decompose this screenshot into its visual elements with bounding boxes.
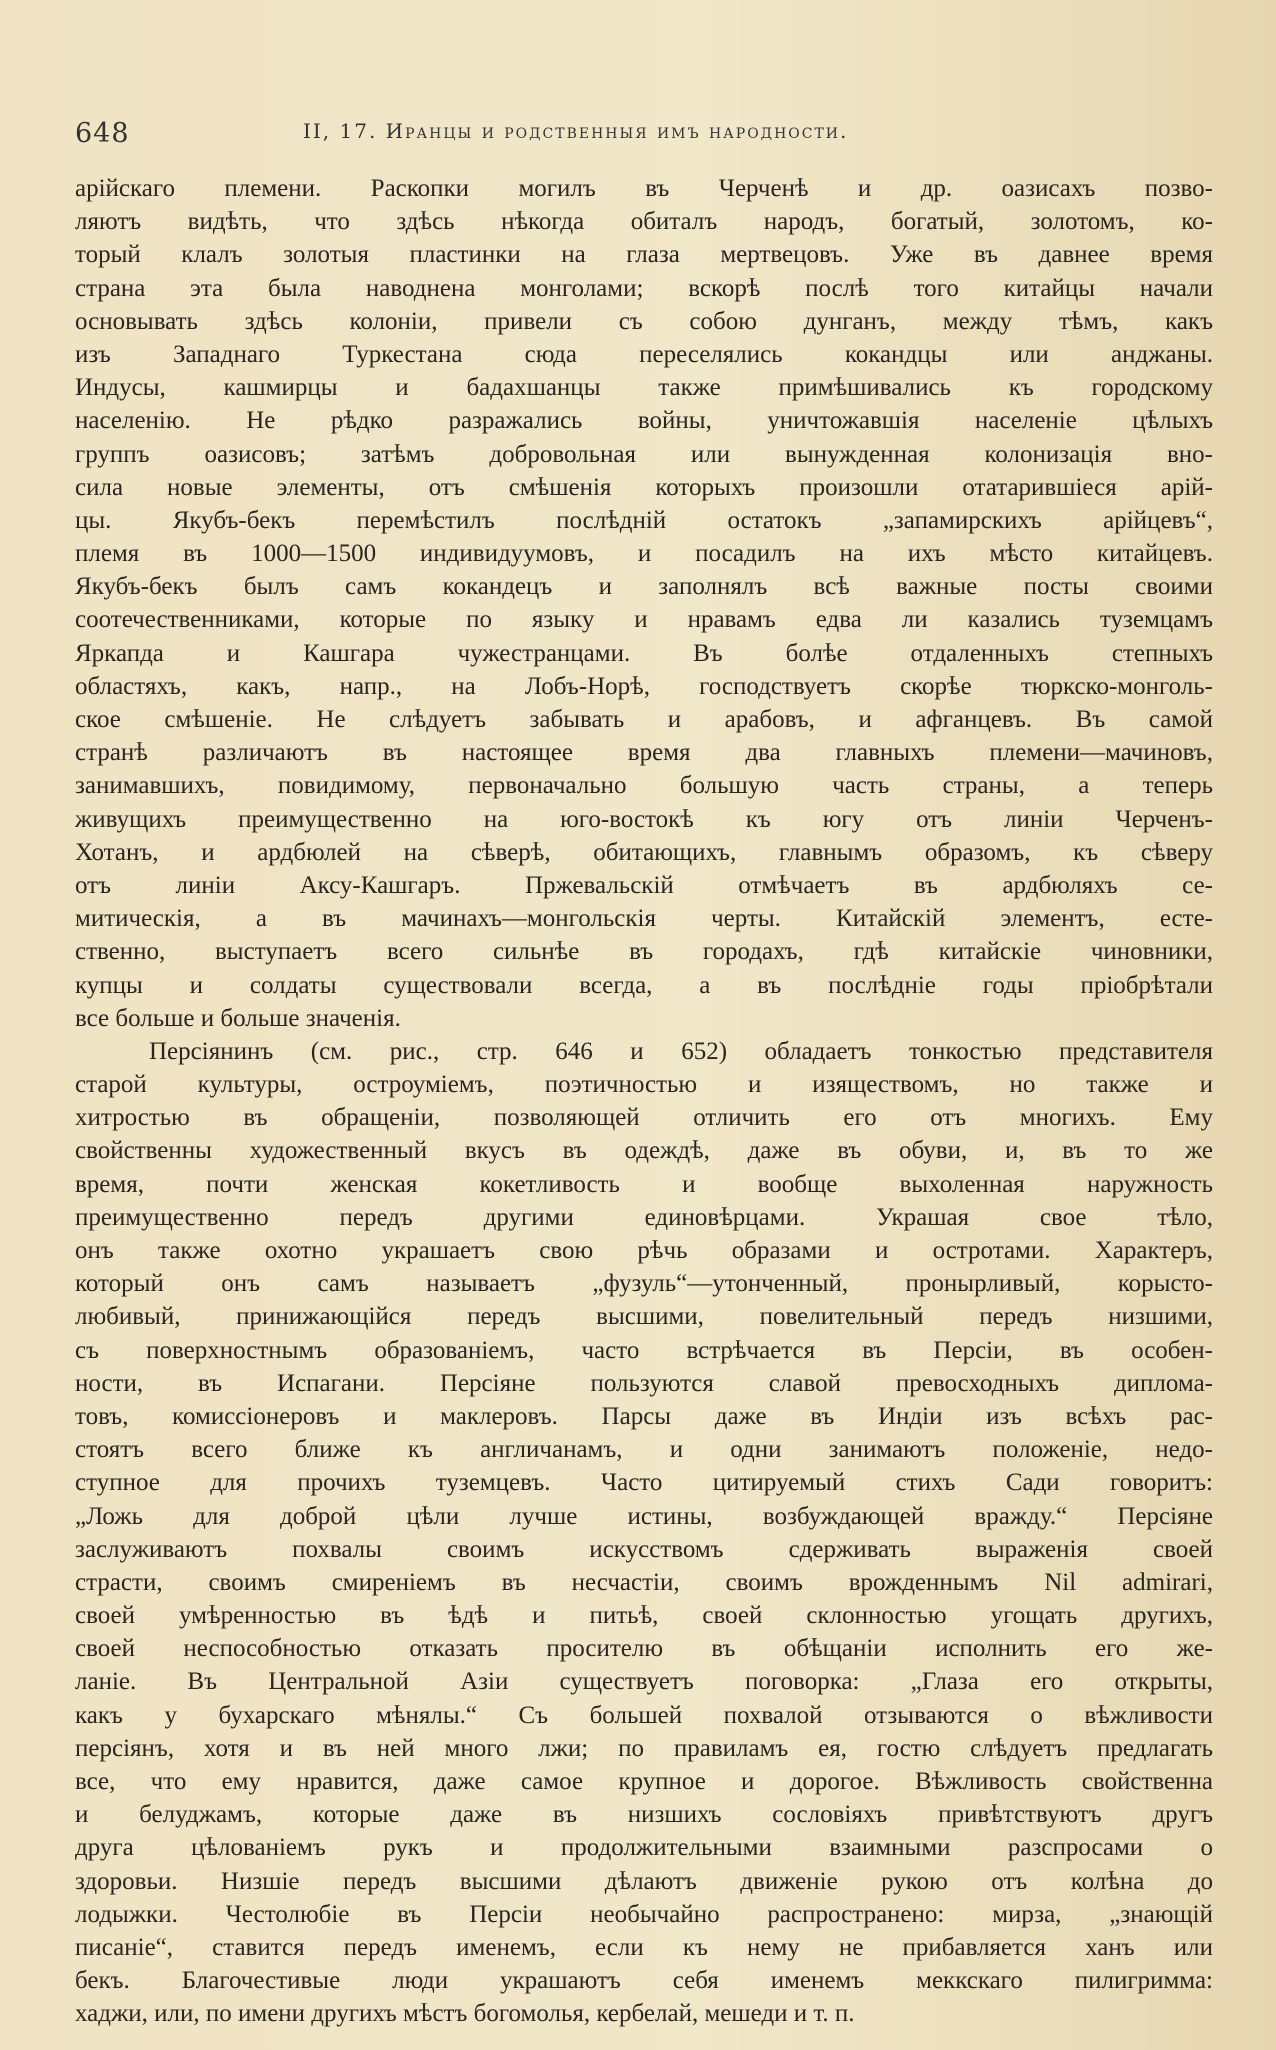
text-line: племя въ 1000—1500 индивидуумовъ, и посадилъ на ихъ мѣсто китайцевъ. [75,540,1213,568]
text-line: митическія, а въ мачинахъ—монгольскія черты. Китайскій элементъ, есте- [75,905,1213,933]
text-line: страна эта была наводнена монголами; вскорѣ послѣ того китайцы начали [75,274,1213,302]
text-line: заслуживаютъ похвалы своимъ искусствомъ сдерживать выраженія своей [75,1535,1213,1563]
text-line: странѣ различаютъ въ настоящее время два главныхъ племени—мачиновъ, [75,739,1213,767]
text-line: „Ложь для доброй цѣли лучше истины, возбуждающей вражду.“ Персіяне [75,1502,1213,1530]
text-line: старой культуры, остроуміемъ, поэтичностью и изяществомъ, но также и [75,1071,1213,1099]
text-line: Индусы, кашмирцы и бадахшанцы также примѣшивались къ городскому [75,374,1213,402]
text-line: ности, въ Испагани. Персіяне пользуются славой превосходныхъ диплома- [75,1369,1213,1397]
paragraph-end-line: все больше и больше значенія. [75,1004,401,1032]
paragraph-start-line: Персіянинъ (см. рис., стр. 646 и 652) обладаетъ тонкостью представителя [149,1037,1213,1065]
text-line: и белуджамъ, которые даже въ низшихъ сословіяхъ привѣтствуютъ другъ [75,1801,1213,1829]
text-line: изъ Западнаго Туркестана сюда переселялись кокандцы или анджаны. [75,340,1213,368]
text-line: бекъ. Благочестивые люди украшаютъ себя именемъ меккскаго пилигримма: [75,1967,1213,1995]
text-line: цы. Якубъ-бекъ перемѣстилъ послѣдній остатокъ „запамирскихъ арійцевъ“, [75,506,1213,534]
text-line: своей умѣренностью въ ѣдѣ и питьѣ, своей склонностью угощать другихъ, [75,1602,1213,1630]
text-line: ское смѣшеніе. Не слѣдуетъ забывать и арабовъ, и афганцевъ. Въ самой [75,706,1213,733]
text-line: торый клалъ золотыя пластинки на глаза мертвецовъ. Уже въ давнее время [75,241,1213,269]
text-line: живущихъ преимущественно на юго-востокѣ къ югу отъ линіи Черченъ- [75,805,1213,833]
text-line: лодыжки. Честолюбіе въ Персіи необычайно распространено: мирза, „знающій [75,1900,1213,1928]
text-line: Хотанъ, и ардбюлей на сѣверѣ, обитающихъ, главнымъ образомъ, къ сѣверу [75,838,1213,866]
text-line: хитростью въ обращеніи, позволяющей отличить его отъ многихъ. Ему [75,1104,1213,1132]
text-line: страсти, своимъ смиреніемъ въ несчастіи, своимъ врожденнымъ Nil admirari, [75,1568,1213,1596]
text-line: Якубъ-бекъ былъ самъ кокандецъ и заполнялъ всѣ важные посты своими [75,573,1213,601]
text-line: областяхъ, какъ, напр., на Лобъ-Норѣ, господствуетъ скорѣе тюркско-монголь- [75,672,1213,700]
text-line: любивый, принижающійся передъ высшими, повелительный передъ низшими, [75,1303,1213,1331]
text-line: Яркапда и Кашгара чужестранцами. Въ болѣе отдаленныхъ степныхъ [75,639,1213,667]
text-line: ланіе. Въ Центральной Азіи существуетъ поговорка: „Глаза его открыты, [75,1668,1213,1696]
text-line: занимавшихъ, повидимому, первоначально большую часть страны, а теперь [75,772,1213,800]
text-line: здоровьи. Низшіе передъ высшими дѣлаютъ движеніе рукою отъ колѣна до [75,1867,1213,1895]
text-line: время, почти женская кокетливость и вообще выхоленная наружность [75,1170,1213,1198]
text-line: персіянъ, хотя и въ ней много лжи; по правиламъ ея, гостю слѣдуетъ предлагать [75,1734,1213,1762]
text-line: ляютъ видѣть, что здѣсь нѣкогда обиталъ народъ, богатый, золотомъ, ко- [75,208,1213,236]
text-line: друга цѣлованіемъ рукъ и продолжительными взаимными разспросами о [75,1834,1213,1862]
text-line: группъ оазисовъ; затѣмъ добровольная или вынужденная колонизація вно- [75,440,1213,468]
text-line: купцы и солдаты существовали всегда, а въ послѣдніе годы пріобрѣтали [75,971,1213,999]
text-line: онъ также охотно украшаетъ свою рѣчь образами и остротами. Характеръ, [75,1237,1213,1264]
text-line: хаджи, или, по имени другихъ мѣстъ богомолья, кербелай, мешеди и т. п. [75,2000,855,2028]
page-number: 648 [75,118,130,149]
text-line: съ поверхностнымъ образованіемъ, часто встрѣчается въ Персіи, въ особен- [75,1336,1213,1364]
text-line: отъ линіи Аксу-Кашгаръ. Пржевальскій отмѣчаетъ въ ардбюляхъ се- [75,871,1213,899]
text-line: стоятъ всего ближе къ англичанамъ, и одни занимаютъ положеніе, недо- [75,1436,1213,1464]
text-line: какъ у бухарскаго мѣнялы.“ Съ большей похвалой отзываются о вѣжливости [75,1701,1213,1729]
text-line: свойственны художественный вкусъ въ одеждѣ, даже въ обуви, и, въ то же [75,1137,1213,1165]
text-line: населенію. Не рѣдко разражались войны, уничтожавшія населеніе цѣлыхъ [75,407,1213,435]
text-line: своей неспособностью отказать просителю въ обѣщаніи исполнить его же- [75,1635,1213,1663]
text-line: ственно, выступаетъ всего сильнѣе въ городахъ, гдѣ китайскіе чиновники, [75,938,1213,966]
body-text [75,172,1213,2031]
text-line: соотечественниками, которые по языку и нравамъ едва ли казались туземцамъ [75,606,1213,634]
text-line: все, что ему нравится, даже самое крупное и дорогое. Вѣжливость свойственна [75,1768,1213,1795]
text-line: сила новые элементы, отъ смѣшенія которыхъ произошли отатарившіеся арій- [75,473,1213,501]
page-header [75,118,1225,158]
text-line: преимущественно передъ другими единовѣрцами. Украшая свое тѣло, [75,1203,1213,1231]
running-title: II, 17. Иранцы и родственныя имъ народности. [303,119,849,143]
text-line: основывать здѣсь колоніи, привели съ собою дунганъ, между тѣмъ, какъ [75,307,1213,335]
text-line: ступное для прочихъ туземцевъ. Часто цитируемый стихъ Сади говоритъ: [75,1469,1213,1497]
text-line: писаніе“, ставится передъ именемъ, если къ нему не прибавляется ханъ или [75,1933,1213,1961]
text-line: арійскаго племени. Раскопки могилъ въ Черченѣ и др. оазисахъ позво- [75,175,1213,202]
text-line: который онъ самъ называетъ „фузуль“—утонченный, пронырливый, корысто- [75,1270,1213,1298]
text-line: товъ, комиссіонеровъ и маклеровъ. Парсы даже въ Индіи изъ всѣхъ рас- [75,1402,1213,1430]
